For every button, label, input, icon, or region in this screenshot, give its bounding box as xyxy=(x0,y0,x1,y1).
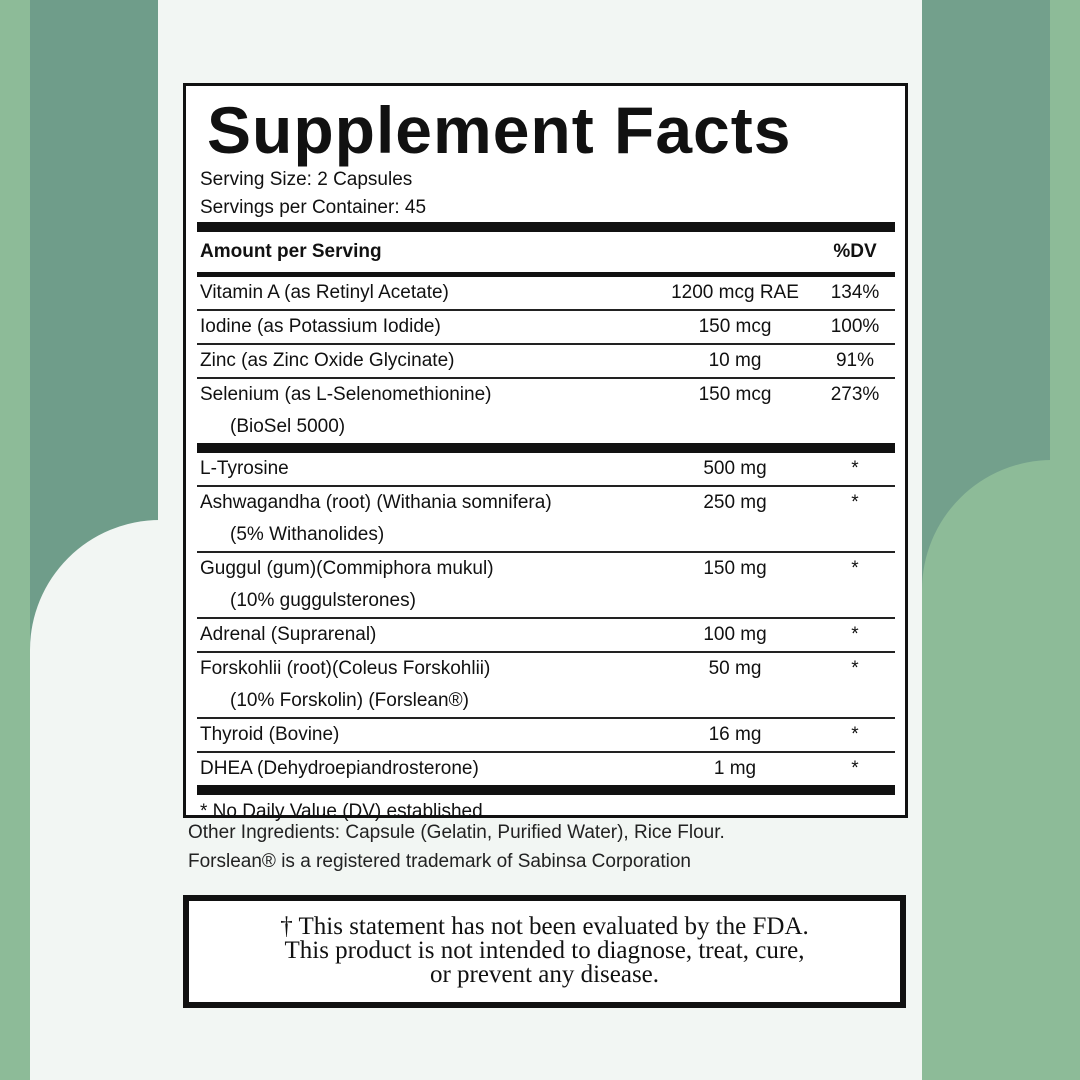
nutrient-subtext: (10% Forskolin) (Forslean®) xyxy=(230,690,469,711)
trademark-note: Forslean® is a registered trademark of Sabinsa Corporation xyxy=(188,851,691,872)
nutrient-dv: 273% xyxy=(830,384,880,405)
nutrient-dv: * xyxy=(851,558,859,579)
nutrient-dv: * xyxy=(851,492,859,513)
fda-disclaimer xyxy=(183,895,906,1008)
nutrient-name: Forskohlii (root)(Coleus Forskohlii) xyxy=(200,658,491,679)
fda-line: or prevent any disease. xyxy=(429,961,660,988)
nutrient-name: Vitamin A (as Retinyl Acetate) xyxy=(200,282,449,303)
divider-thick xyxy=(197,443,895,453)
table-row xyxy=(197,619,895,653)
nutrient-amount: 1 mg xyxy=(713,758,757,779)
nutrient-amount: 1200 mcg RAE xyxy=(671,282,799,303)
ingredients-table xyxy=(197,453,895,785)
nutrient-amount: 50 mg xyxy=(708,658,762,679)
table-row xyxy=(197,453,895,487)
nutrient-name-cell xyxy=(197,653,655,717)
nutrient-name-cell xyxy=(197,277,655,309)
nutrient-dv: * xyxy=(851,624,859,645)
nutrient-name: Selenium (as L-Selenomethionine) xyxy=(200,384,492,405)
nutrient-amount: 16 mg xyxy=(708,724,762,745)
table-row xyxy=(197,379,895,443)
table-row xyxy=(197,753,895,785)
nutrient-name-cell xyxy=(197,311,655,343)
background-right-curve xyxy=(922,460,1080,1080)
nutrient-dv: * xyxy=(851,658,859,679)
nutrient-amount: 500 mg xyxy=(703,458,767,479)
nutrient-amount: 250 mg xyxy=(703,492,767,513)
nutrient-name: Zinc (as Zinc Oxide Glycinate) xyxy=(200,350,455,371)
nutrient-name: Ashwagandha (root) (Withania somnifera) xyxy=(200,492,552,513)
table-header xyxy=(197,232,895,272)
serving-size: Serving Size: 2 Capsules xyxy=(200,169,413,190)
divider-thick xyxy=(197,785,895,795)
nutrient-dv: 91% xyxy=(835,350,875,371)
fda-line: This product is not intended to diagnose, treat, cure, xyxy=(284,937,805,964)
nutrient-dv: * xyxy=(851,724,859,745)
nutrient-dv: 100% xyxy=(830,316,880,337)
table-row xyxy=(197,277,895,311)
table-row xyxy=(197,653,895,719)
other-ingredients-block xyxy=(188,818,908,876)
nutrient-subtext: (5% Withanolides) xyxy=(230,524,385,545)
nutrient-amount: 10 mg xyxy=(708,350,762,371)
nutrient-name-cell xyxy=(197,487,655,551)
nutrient-name-cell xyxy=(197,619,655,651)
nutrient-subtext: (BioSel 5000) xyxy=(230,416,346,437)
amount-header: Amount per Serving xyxy=(200,241,382,262)
nutrient-name-cell xyxy=(197,719,655,751)
table-row xyxy=(197,311,895,345)
nutrient-name: Adrenal (Suprarenal) xyxy=(200,624,377,645)
other-ingredients: Other Ingredients: Capsule (Gelatin, Purified Water), Rice Flour. xyxy=(188,822,725,843)
nutrient-name-cell xyxy=(197,753,655,785)
nutrient-dv: 134% xyxy=(830,282,880,303)
nutrient-name: L-Tyrosine xyxy=(200,458,289,479)
table-row xyxy=(197,719,895,753)
label-title: Supplement Facts xyxy=(207,93,792,167)
nutrient-amount: 150 mcg xyxy=(698,384,772,405)
nutrient-name-cell xyxy=(197,453,655,485)
fda-line: † This statement has not been evaluated by the FDA. xyxy=(280,913,809,940)
vitamins-table xyxy=(197,277,895,443)
nutrient-name: Thyroid (Bovine) xyxy=(200,724,340,745)
nutrient-name: DHEA (Dehydroepiandrosterone) xyxy=(200,758,479,779)
nutrient-name: Iodine (as Potassium Iodide) xyxy=(200,316,441,337)
supplement-facts-label xyxy=(183,83,908,822)
nutrient-name-cell xyxy=(197,553,655,617)
servings-per-container: Servings per Container: 45 xyxy=(200,197,427,218)
table-row xyxy=(197,553,895,619)
table-row xyxy=(197,487,895,553)
table-row xyxy=(197,345,895,379)
nutrient-amount: 150 mg xyxy=(703,558,767,579)
nutrient-amount: 100 mg xyxy=(703,624,767,645)
nutrient-subtext: (10% guggulsterones) xyxy=(230,590,416,611)
nutrient-dv: * xyxy=(851,458,859,479)
dv-header: %DV xyxy=(833,241,877,262)
nutrient-amount: 150 mcg xyxy=(698,316,772,337)
divider-thick xyxy=(197,222,895,232)
nutrient-dv: * xyxy=(851,758,859,779)
nutrient-name-cell xyxy=(197,379,655,443)
nutrient-name-cell xyxy=(197,345,655,377)
footnote: * No Daily Value (DV) established xyxy=(200,801,483,822)
nutrient-name: Guggul (gum)(Commiphora mukul) xyxy=(200,558,494,579)
